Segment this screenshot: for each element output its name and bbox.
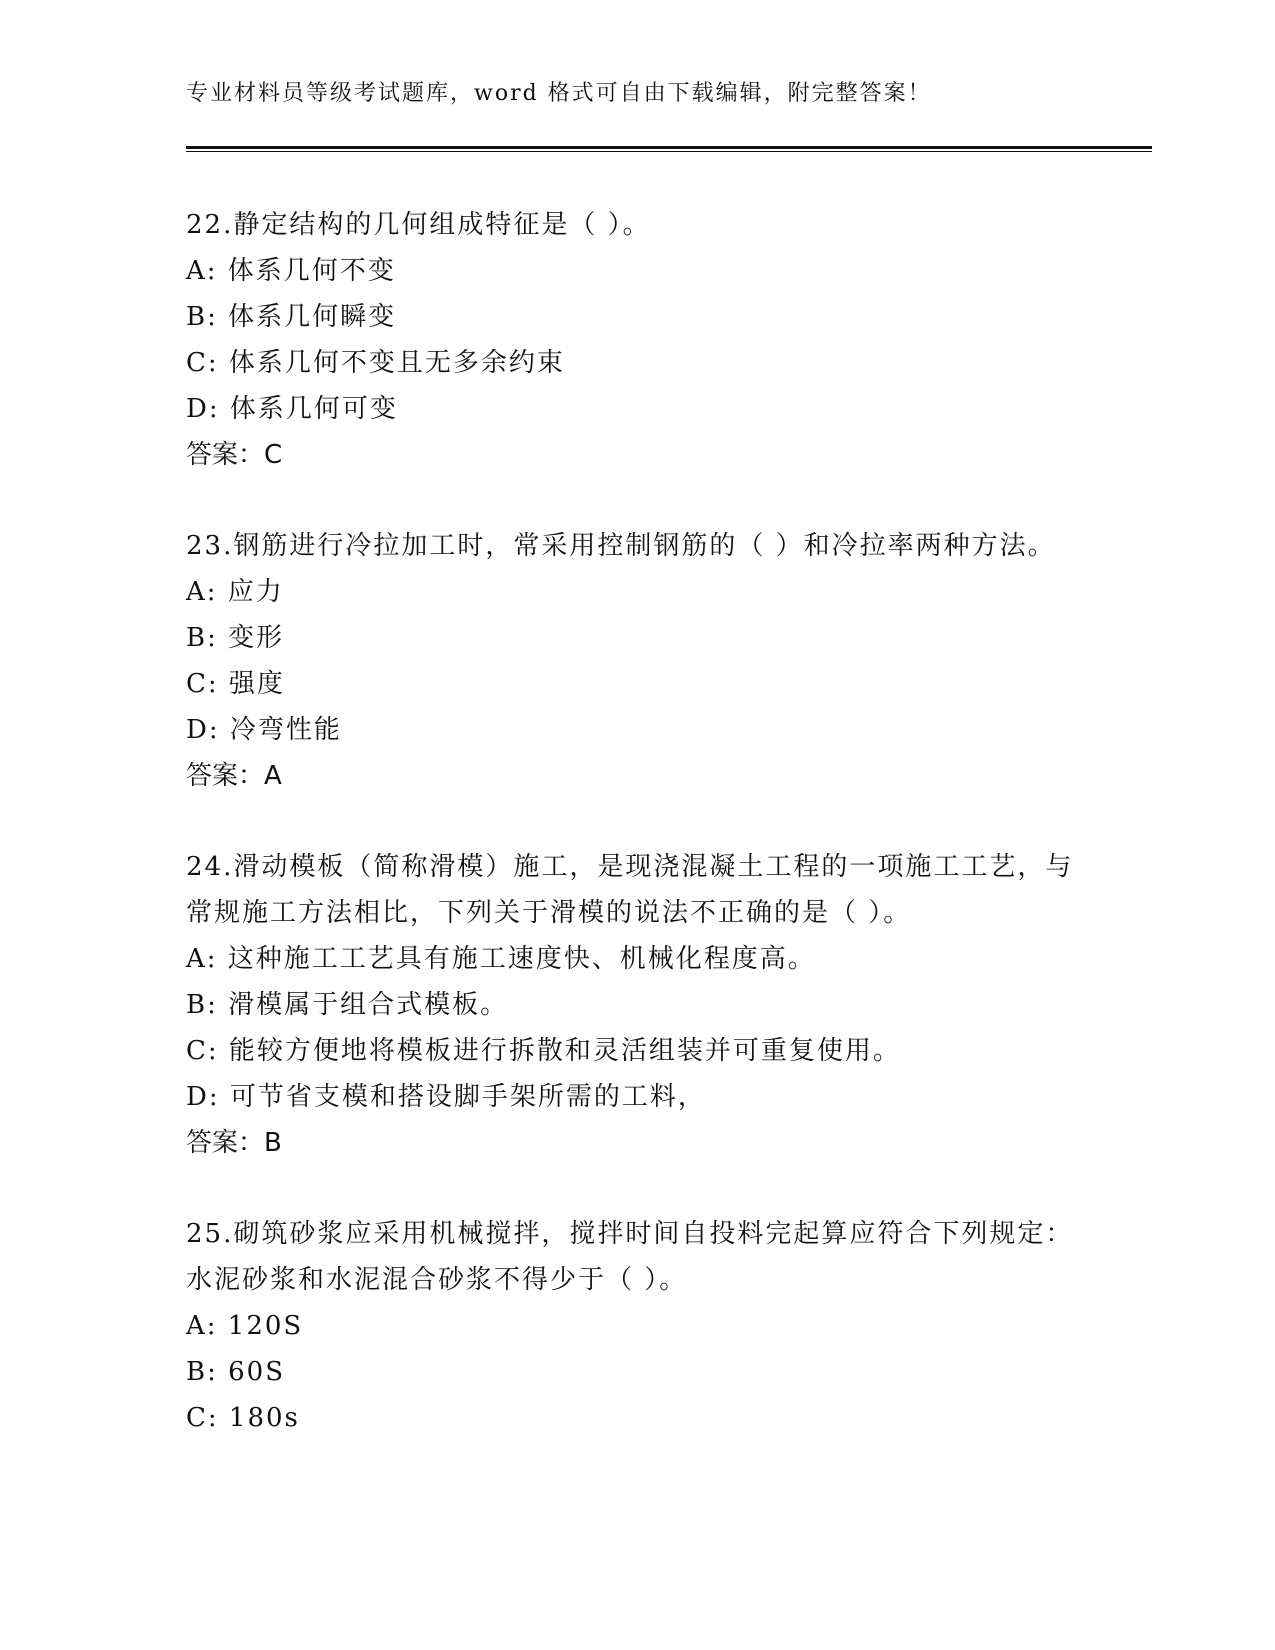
question-24 (186, 844, 1086, 1166)
question-list (186, 202, 1086, 1486)
option-b: B: 体系几何瞬变 (186, 302, 397, 332)
question-stem: 22.静定结构的几何组成特征是（ ）。 (186, 210, 651, 240)
question-23 (186, 523, 1086, 799)
option-c: C: 体系几何不变且无多余约束 (186, 348, 565, 378)
option-d: D: 可节省支模和搭设脚手架所需的工料， (186, 1082, 706, 1112)
option-a: A: 120S (186, 1311, 304, 1341)
option-c: C: 180s (186, 1403, 300, 1433)
answer-label: 答案：A (186, 761, 282, 791)
question-stem: 23.钢筋进行冷拉加工时，常采用控制钢筋的（ ）和冷拉率两种方法。 (186, 531, 1056, 561)
header-divider-thin (186, 151, 1152, 152)
option-b: B: 滑模属于组合式模板。 (186, 990, 509, 1020)
option-b: B: 变形 (186, 623, 285, 653)
question-25 (186, 1211, 1086, 1441)
option-a: A: 体系几何不变 (186, 256, 396, 286)
header-divider-thick (186, 146, 1152, 149)
option-d: D: 体系几何可变 (186, 394, 398, 424)
answer-label: 答案：B (186, 1128, 282, 1158)
question-stem: 24.滑动模板（简称滑模）施工，是现浇混凝土工程的一项施工工艺，与常规施工方法相比，下列关于滑模的说法不正确的是（ ）。 (186, 852, 1074, 928)
question-stem: 25.砌筑砂浆应采用机械搅拌，搅拌时间自投料完起算应符合下列规定：水泥砂浆和水泥混合砂浆不得少于（ ）。 (186, 1219, 1074, 1295)
option-c: C: 能较方便地将模板进行拆散和灵活组装并可重复使用。 (186, 1036, 901, 1066)
option-a: A: 应力 (186, 577, 284, 607)
question-22 (186, 202, 1086, 478)
answer-label: 答案：C (186, 440, 283, 470)
option-c: C: 强度 (186, 669, 285, 699)
option-d: D: 冷弯性能 (186, 715, 342, 745)
option-b: B: 60S (186, 1357, 286, 1387)
page-header: 专业材料员等级考试题库，word 格式可自由下载编辑，附完整答案！ (186, 81, 932, 106)
option-a: A: 这种施工工艺具有施工速度快、机械化程度高。 (186, 944, 816, 974)
